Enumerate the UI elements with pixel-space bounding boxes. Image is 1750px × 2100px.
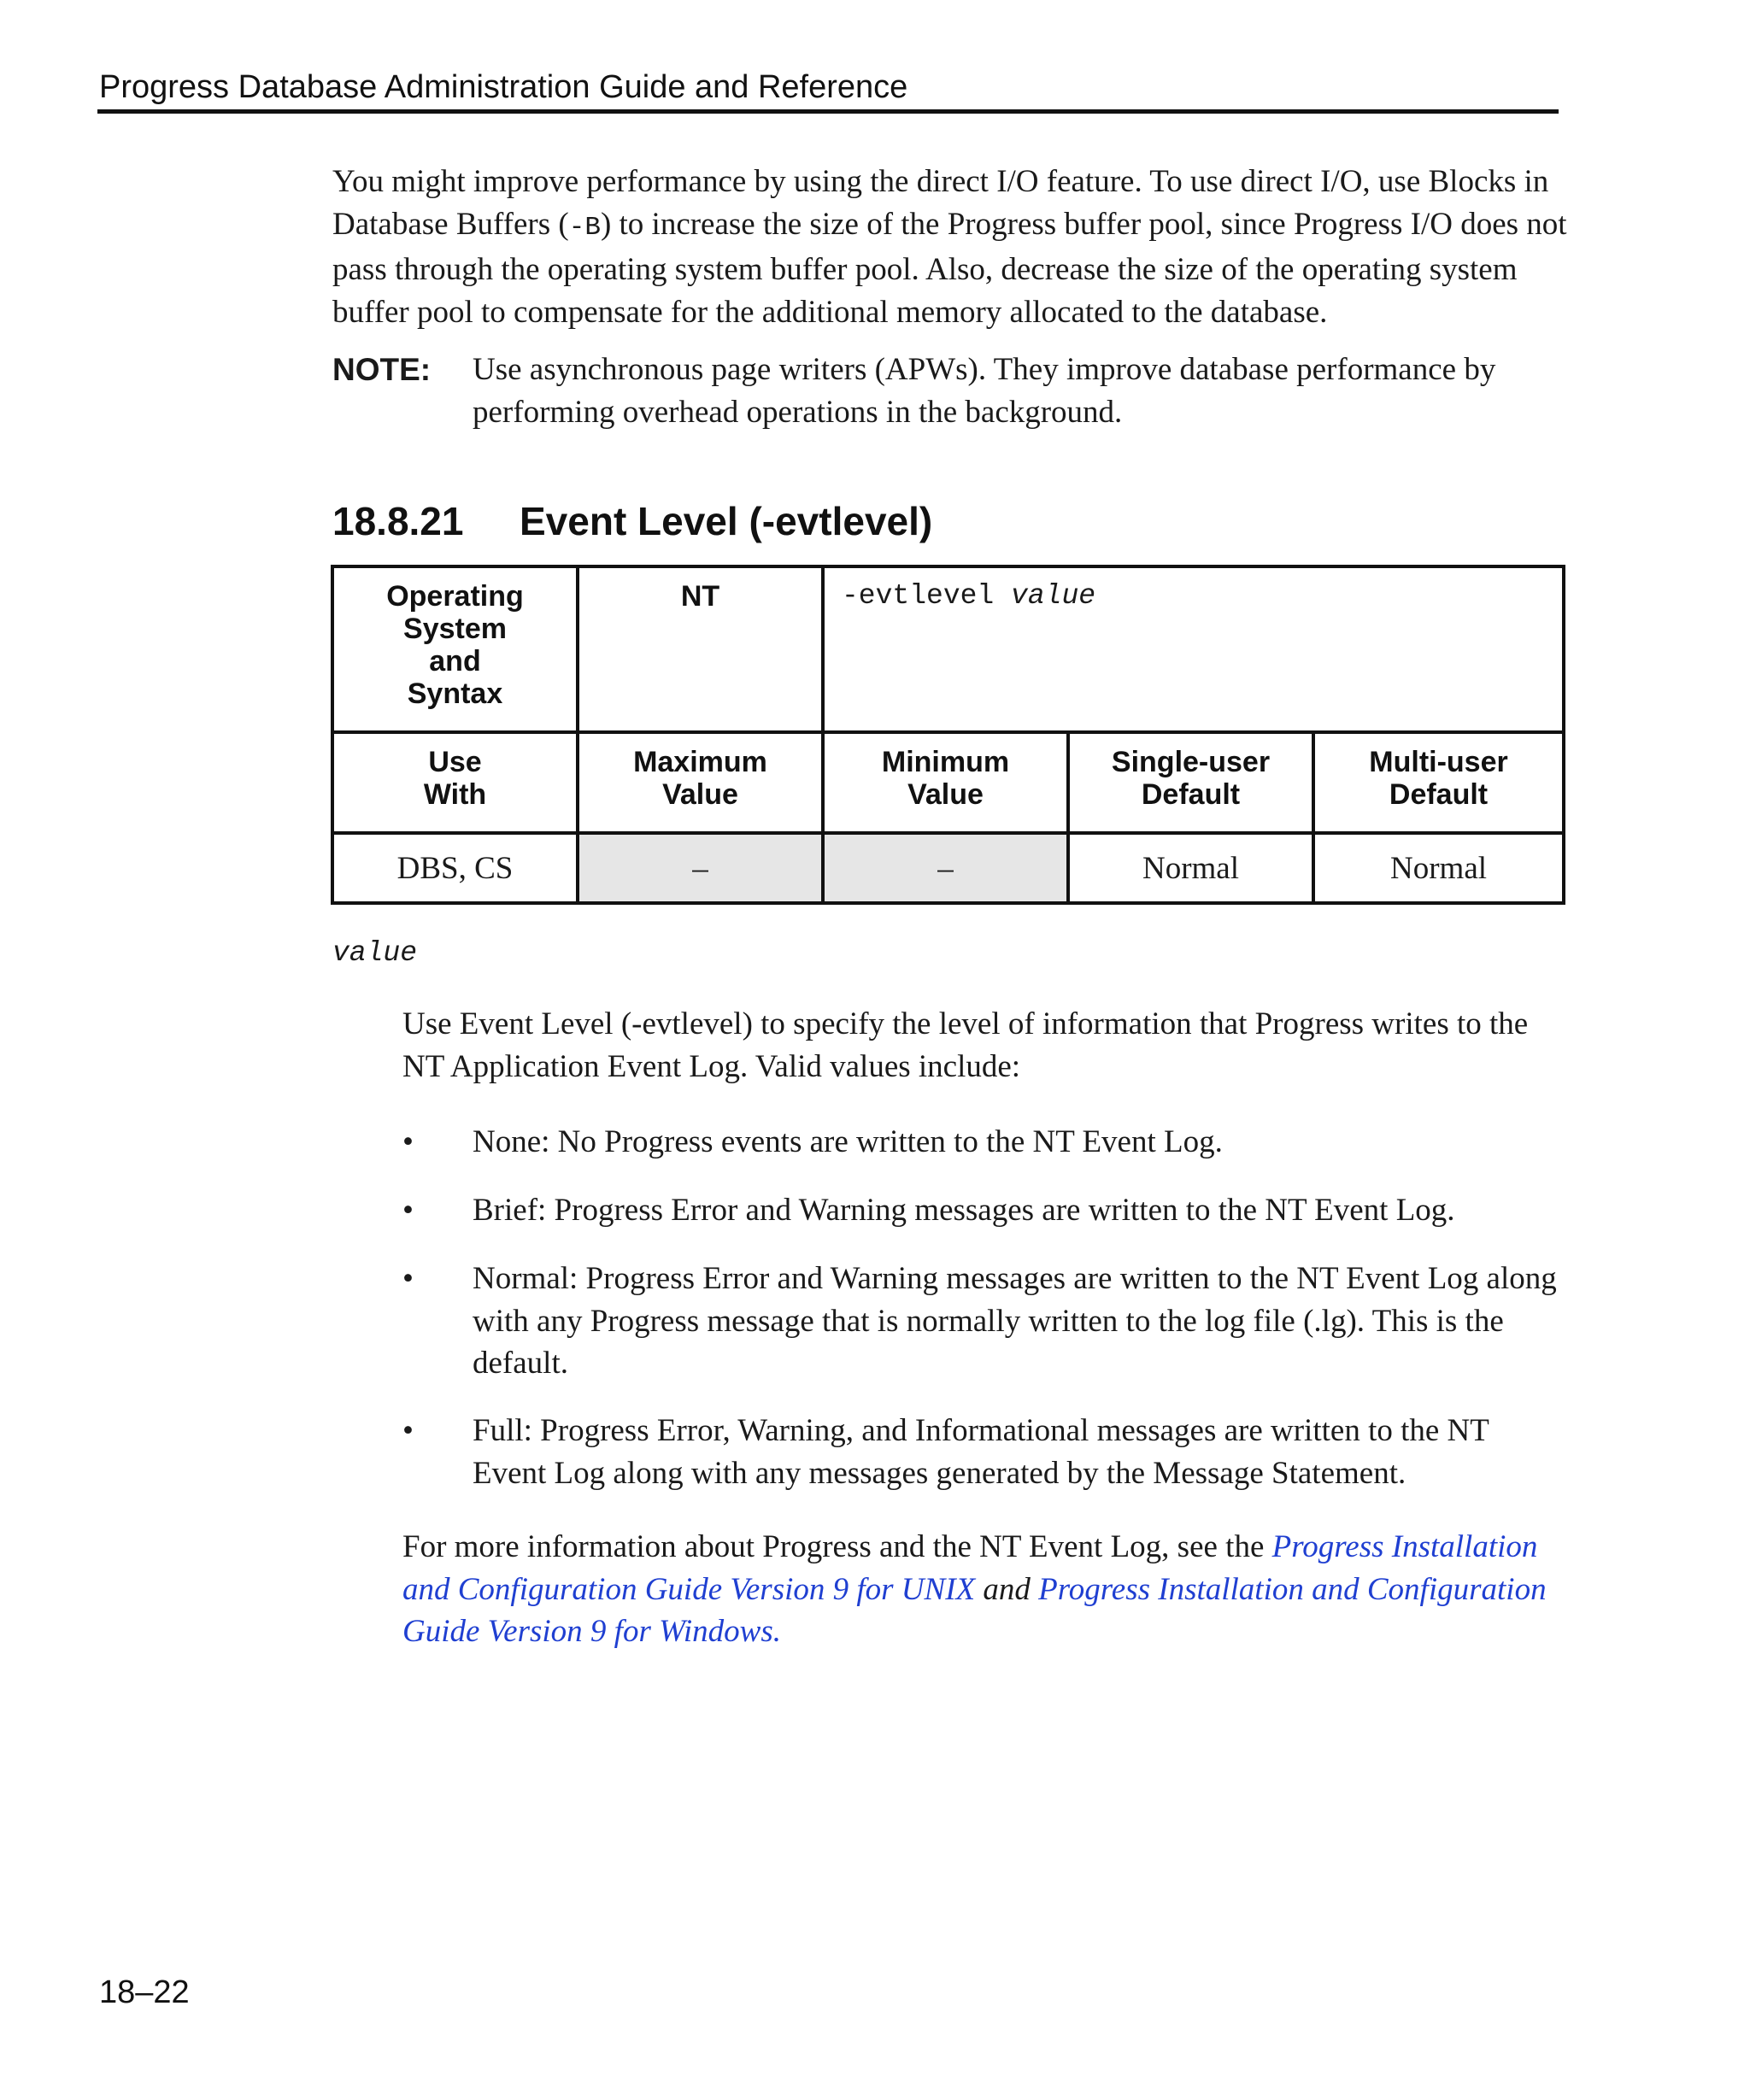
col-header-line: Default xyxy=(1141,778,1241,811)
section-heading xyxy=(332,494,932,548)
os-header-line: and xyxy=(429,645,481,678)
col-header-multi-default xyxy=(1313,732,1564,833)
header-rule xyxy=(97,109,1559,114)
syntax-argument: value xyxy=(1011,580,1096,612)
note-text: Use asynchronous page writers (APWs). They improve database performance by performing overhead operations in the background. xyxy=(473,352,1496,430)
more-info-paragraph xyxy=(402,1526,1565,1653)
col-header-minimum xyxy=(823,732,1068,833)
cell-single-default: Normal xyxy=(1068,833,1313,903)
more-info-conjunction: and xyxy=(975,1571,1039,1607)
col-header-line: Minimum xyxy=(881,746,1010,778)
running-header: Progress Database Administration Guide and Reference xyxy=(99,69,908,105)
table-row xyxy=(332,566,1564,732)
col-header-use-with xyxy=(332,732,578,833)
table-row xyxy=(332,833,1564,903)
intro-code: -B xyxy=(568,212,601,243)
table-row xyxy=(332,732,1564,833)
syntax-cell xyxy=(823,566,1564,732)
col-header-line: Default xyxy=(1389,778,1489,811)
os-header-cell xyxy=(332,566,578,732)
cell-multi-default: Normal xyxy=(1313,833,1564,903)
intro-text-after: ) to increase the size of the Progress buffer pool, since Progress I/O does not pass through the operating system buffer pool. Also, decrease the size of the operating system buffer pool to compensate for the additional memory allocated to the database. xyxy=(332,206,1567,330)
section-title: Event Level (-evtlevel) xyxy=(520,499,933,543)
value-description: Use Event Level (-evtlevel) to specify the level of information that Progress writes to the NT Application Event Log. Valid values include: xyxy=(402,1006,1529,1084)
os-header-line: Operating xyxy=(386,580,524,613)
col-header-single-default xyxy=(1068,732,1313,833)
col-header-maximum xyxy=(578,732,823,833)
section-number: 18.8.21 xyxy=(332,499,464,543)
page-number: 18–22 xyxy=(99,1974,190,2010)
bullet-icon: • xyxy=(402,1193,414,1228)
parameter-table xyxy=(331,565,1565,905)
os-value-cell xyxy=(578,566,823,732)
col-header-line: Value xyxy=(662,778,738,811)
bullet-icon: • xyxy=(402,1124,414,1159)
note-label: NOTE: xyxy=(332,352,432,387)
os-value: NT xyxy=(680,580,720,613)
link-install-guide-windows[interactable]: Progress Installation and Configuration Guide Version 9 for Windows. xyxy=(402,1571,1547,1649)
col-header-line: Multi-user xyxy=(1369,746,1508,778)
more-info-text: For more information about Progress and the NT Event Log, see the xyxy=(402,1529,1272,1564)
list-item: Brief: Progress Error and Warning messages are written to the NT Event Log. xyxy=(473,1193,1455,1228)
link-install-guide-unix[interactable]: Progress Installation and Configuration Guide Version 9 for UNIX xyxy=(402,1529,1538,1607)
os-header-line: Syntax xyxy=(407,678,503,710)
col-header-line: Value xyxy=(907,778,984,811)
os-header-line: System xyxy=(403,613,507,645)
list-item: Full: Progress Error, Warning, and Informational messages are written to the NT Event Log along with any messages generated by the Message Statement. xyxy=(473,1413,1489,1491)
col-header-line: With xyxy=(423,778,487,811)
list-item: Normal: Progress Error and Warning messages are written to the NT Event Log along with any Progress message that is normally written to the log file (.lg). This is the default. xyxy=(473,1261,1557,1381)
col-header-line: Single-user xyxy=(1111,746,1271,778)
syntax-command: -evtlevel xyxy=(842,580,995,612)
value-term: value xyxy=(332,937,418,969)
bullet-icon: • xyxy=(402,1261,414,1296)
list-item: None: No Progress events are written to the NT Event Log. xyxy=(473,1124,1223,1159)
cell-use-with: DBS, CS xyxy=(332,833,578,903)
col-header-line: Maximum xyxy=(633,746,767,778)
bullet-icon: • xyxy=(402,1413,414,1448)
intro-paragraph xyxy=(332,161,1571,333)
col-header-line: Use xyxy=(428,746,482,778)
intro-text-before: You might improve performance by using the direct I/O feature. To use direct I/O, use Blocks in Database Buffers ( xyxy=(332,164,1549,242)
cell-minimum: – xyxy=(823,833,1068,903)
cell-maximum: – xyxy=(578,833,823,903)
